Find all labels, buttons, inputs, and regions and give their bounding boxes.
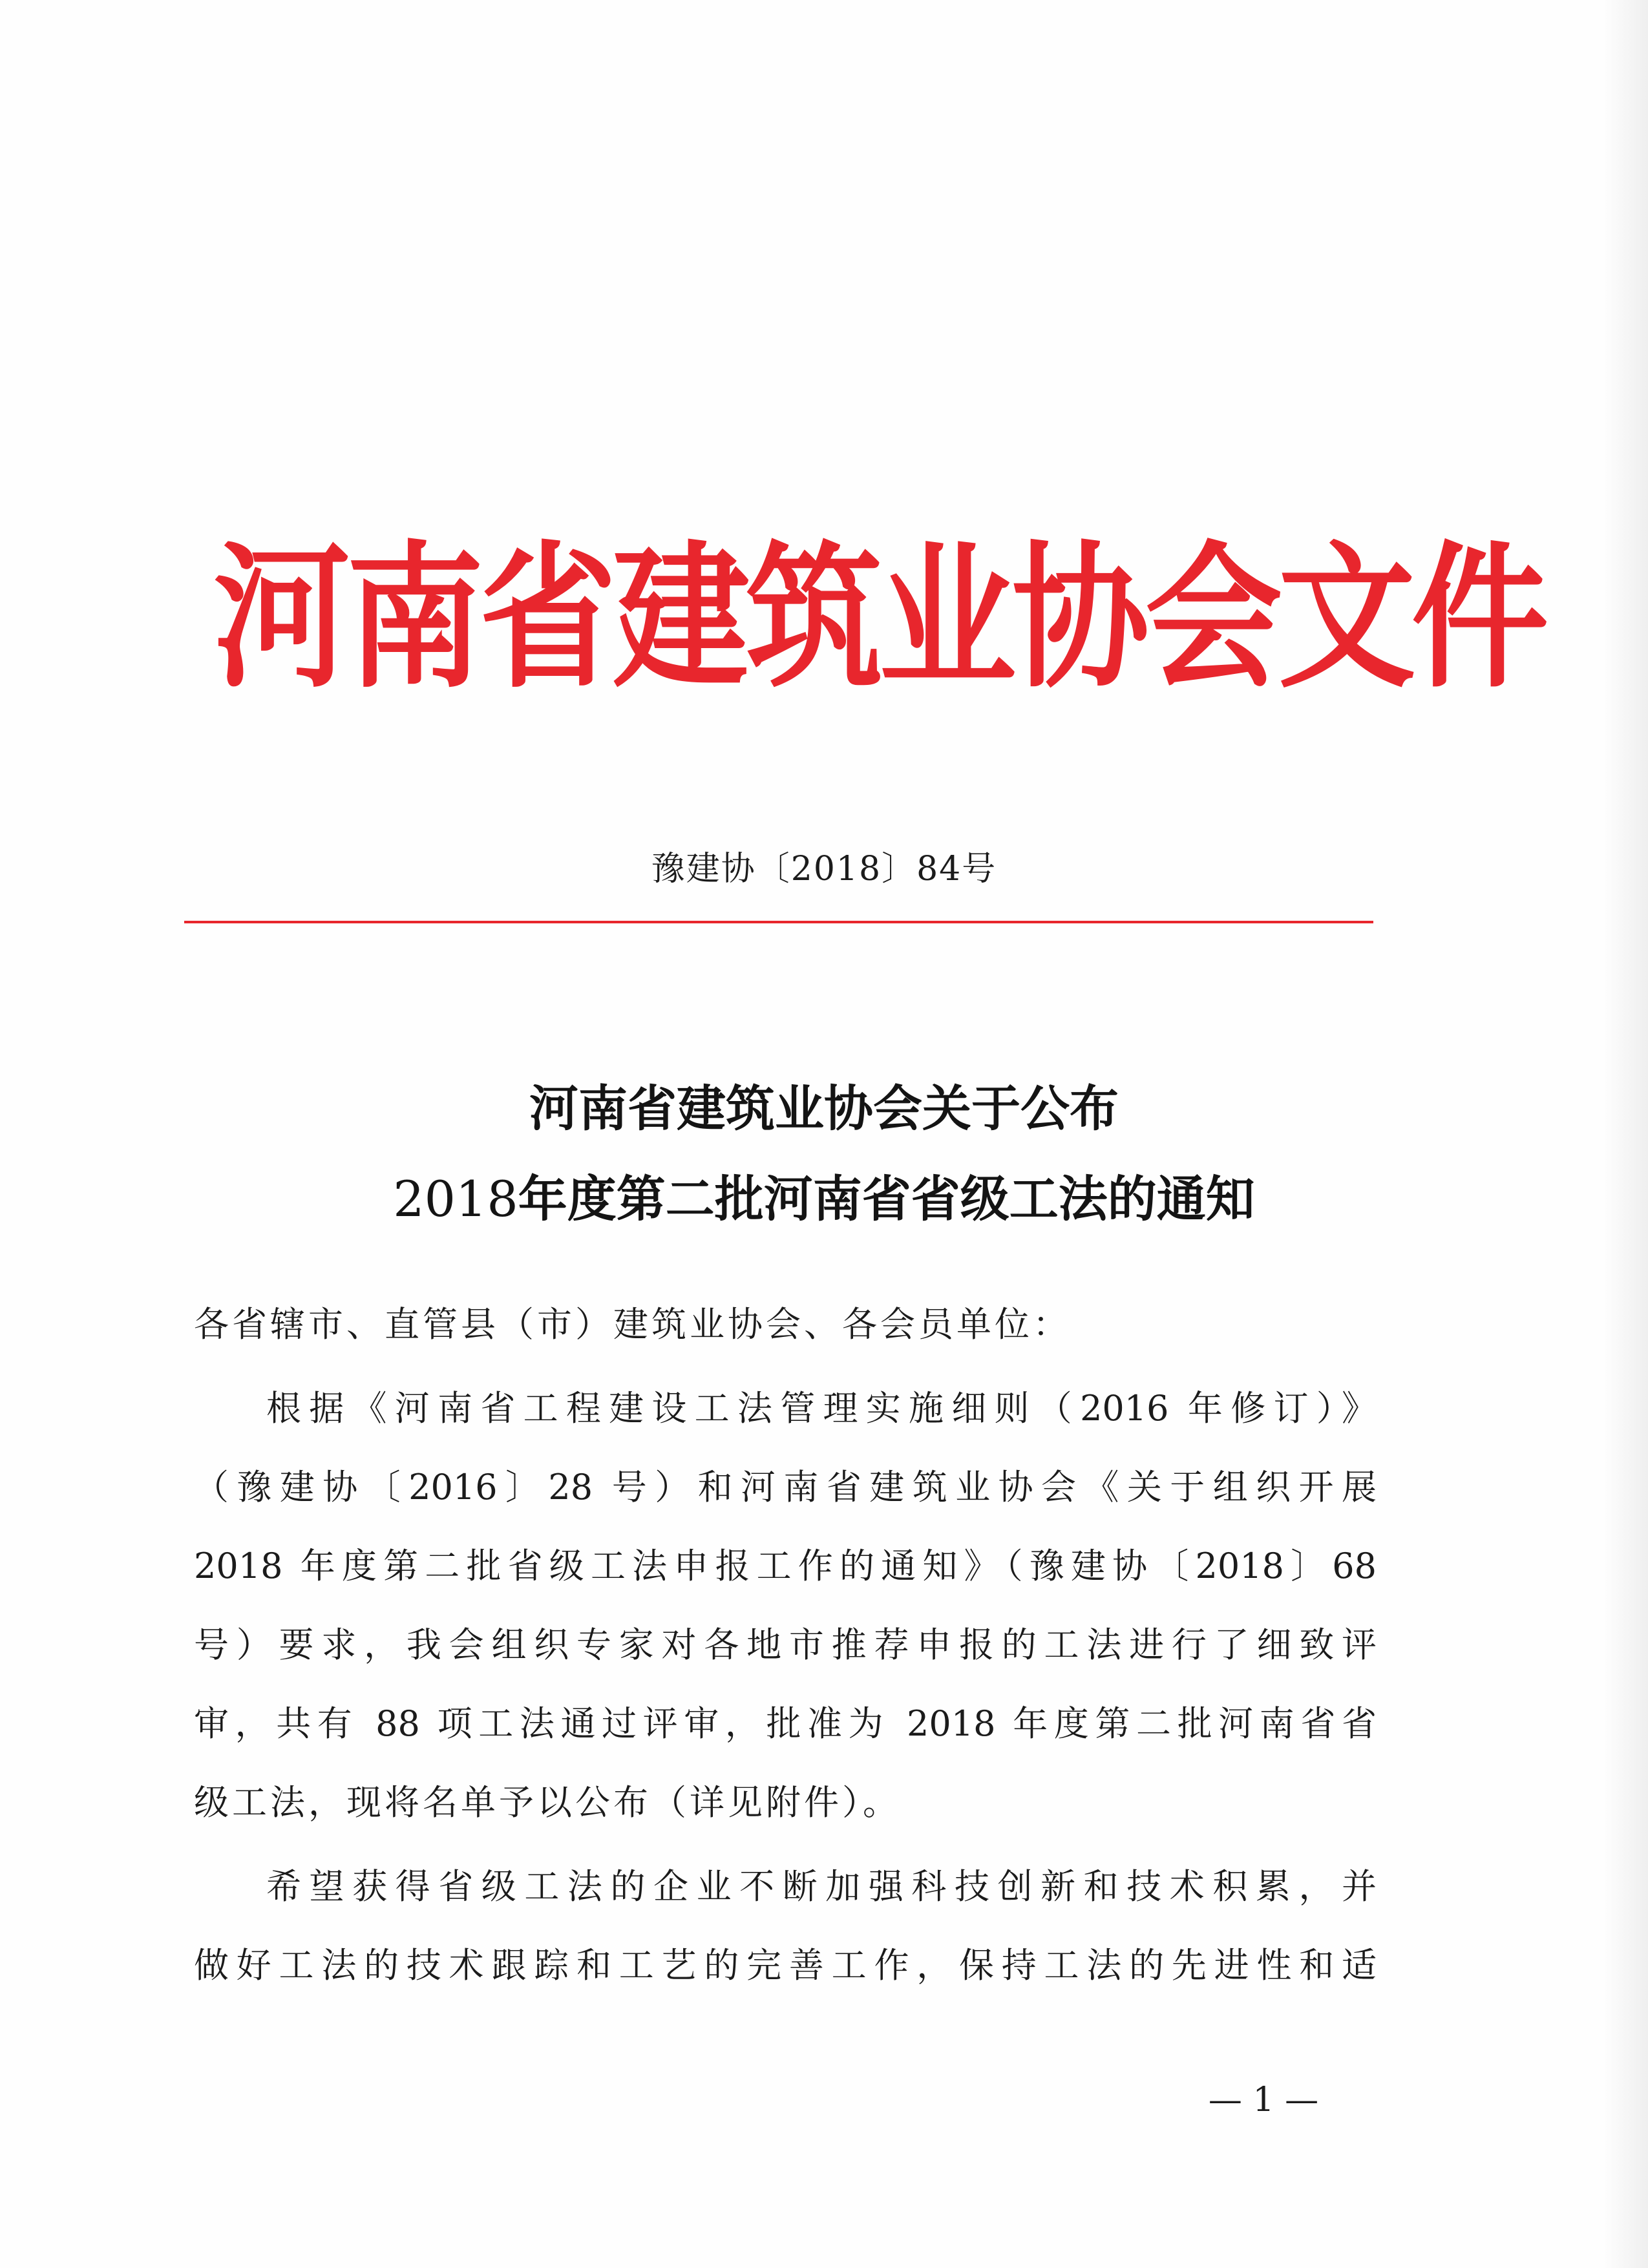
body-line: 做好工法的技术跟踪和工艺的完善工作，保持工法的先进性和适 xyxy=(194,1945,1377,1986)
notice-title-year: 2018 xyxy=(393,1170,518,1228)
page-number: — 1 — xyxy=(1208,2081,1319,2119)
notice-title-rest: 年度第二批河南省省级工法的通知 xyxy=(518,1170,1255,1228)
notice-title-line-1: 河南省建筑业协会关于公布 xyxy=(529,1080,1119,1137)
body-line: 审，共有 88 项工法通过评审，批准为 2018 年度第二批河南省省 xyxy=(194,1703,1377,1744)
notice-title-line-2 xyxy=(194,1168,1454,1230)
salutation: 各省辖市、直管县（市）建筑业协会、各会员单位： xyxy=(194,1304,1071,1345)
body-line: 希望获得省级工法的企业不断加强科技创新和技术积累，并 xyxy=(266,1866,1377,1907)
red-divider-rule xyxy=(184,921,1373,923)
body-line: 根据《河南省工程建设工法管理实施细则（2016 年修订）》 xyxy=(266,1388,1377,1429)
body-line: 号）要求，我会组织专家对各地市推荐申报的工法进行了细致评 xyxy=(194,1624,1377,1665)
body-line: （豫建协〔2016〕28 号）和河南省建筑业协会《关于组织开展 xyxy=(194,1467,1377,1507)
document-number: 豫建协〔2018〕84号 xyxy=(651,850,997,888)
body-line: 2018 年度第二批省级工法申报工作的通知》（豫建协〔2018〕68 xyxy=(194,1546,1377,1586)
body-line: 级工法，现将名单予以公布（详见附件）。 xyxy=(194,1782,901,1823)
masthead-title: 河南省建筑业协会文件 xyxy=(213,527,1545,709)
scan-edge-shadow xyxy=(1603,0,1648,2268)
